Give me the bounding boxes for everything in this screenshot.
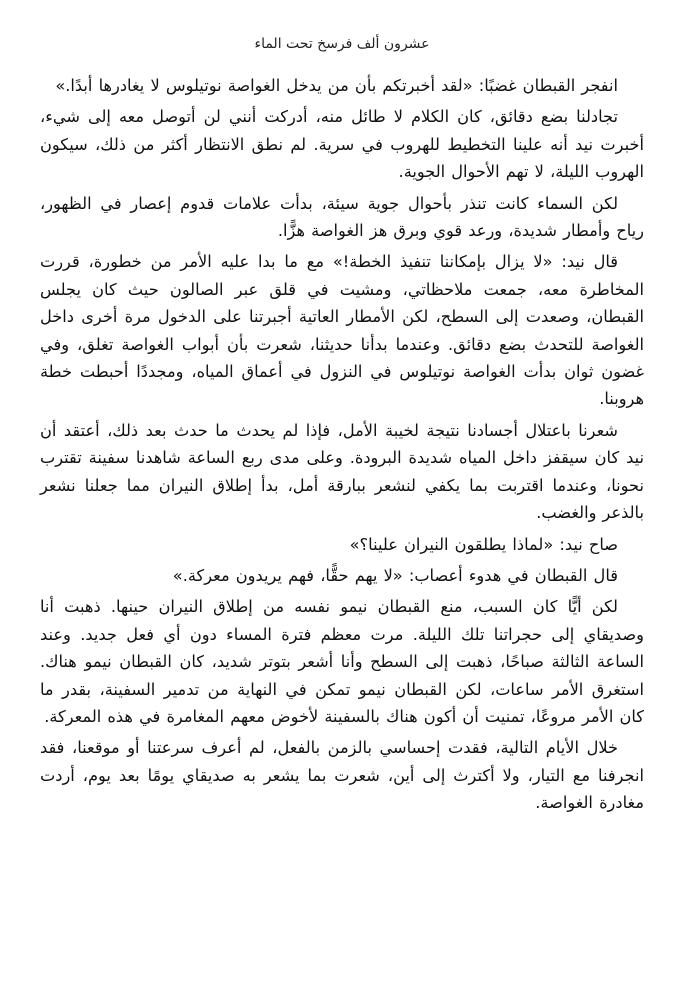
paragraph-1: انفجر القبطان غضبًا: «لقد أخبرتكم بأن من يدخل الغواصة نوتيلوس لا يغادرها أبدًا.» [55, 76, 618, 95]
paragraph-9: خلال الأيام التالية، فقدت إحساسي بالزمن بالفعل، لم أعرف سرعتنا أو موقعنا، فقد انجرفنا مع التيار، ولا أكترث إلى أين، شعرت بما يشعر به صديقاي يومًا بعد يوم، أردت مغادرة الغواصة. [40, 738, 644, 813]
running-header: عشرون ألف فرسخ تحت الماء [254, 36, 430, 52]
paragraph-6: صاح نيد: «لماذا يطلقون النيران علينا؟» [349, 534, 618, 554]
paragraph-2: تجادلنا بضع دقائق، كان الكلام لا طائل منه، أدركت أنني لن أتوصل معه إلى شيء، أخبرت نيد أنه علينا التخطيط للهروب في سرية. لم نطق الانتظار أكثر من ذلك، سيكون الهروب الليلة، لا تهم الأحوال الجوية. [40, 107, 644, 182]
paragraph-3: لكن السماء كانت تنذر بأحوال جوية سيئة، بدأت علامات قدوم إعصار في الظهور، رياح وأمطار شديدة، ورعد قوي وبرق هز الغواصة هزًّا. [40, 193, 644, 241]
paragraph-4: قال نيد: «لا يزال بإمكاننا تنفيذ الخطة!» مع ما بدا عليه الأمر من خطورة، قررت المخاطرة معه، جمعت ملاحظاتي، ومشيت في قلق عبر الصالون حيث كان يجلس القبطان، وصعدت إلى السطح، لكن الأمطار العاتية أجبرتنا على الدخول مرة أخرى داخل الغواصة للتحدث بضع دقائق. وعندما بدأنا حديثنا، شعرت بأن أبواب الغواصة تغلق، وفي غضون ثوان بدأت الغواصة نوتيلوس في النزول في أعماق المياه، ومجددًا أحبطت خطة هروبنا. [40, 252, 644, 409]
paragraph-7: قال القبطان في هدوء أعصاب: «لا يهم حقًّا، فهم يريدون معركة.» [172, 565, 618, 585]
paragraph-8: لكن أيًّا كان السبب، منع القبطان نيمو نفسه من إطلاق النيران حينها. ذهبت أنا وصديقاي إلى حجراتنا تلك الليلة. مرت معظم فترة المساء دون أي فعل جديد. وعند الساعة الثالثة صباحًا، ذهبت إلى السطح وأنا أشعر بتوتر شديد، كان القبطان نيمو هناك. استغرق الأمر ساعات، لكن القبطان نيمو تمكن في النهاية من تدمير السفينة، بقدر ما كان الأمر مروعًا، تمنيت أن أكون هناك بالسفينة لأخوض معهم المغامرة في هذه المعركة. [40, 597, 644, 726]
paragraph-5: شعرنا باعتلال أجسادنا نتيجة لخيبة الأمل، فإذا لم يحدث ما حدث بعد ذلك، أعتقد أن نيد كان سيقفز داخل المياه شديدة البرودة. وعلى مدى ربع الساعة شاهدنا سفينة تقترب نحونا، وعندما اقتربت بما يكفي لنشعر ببارقة أمل، بدأ إطلاق النيران مما جعلنا نشعر بالذعر والغضب. [40, 420, 644, 523]
